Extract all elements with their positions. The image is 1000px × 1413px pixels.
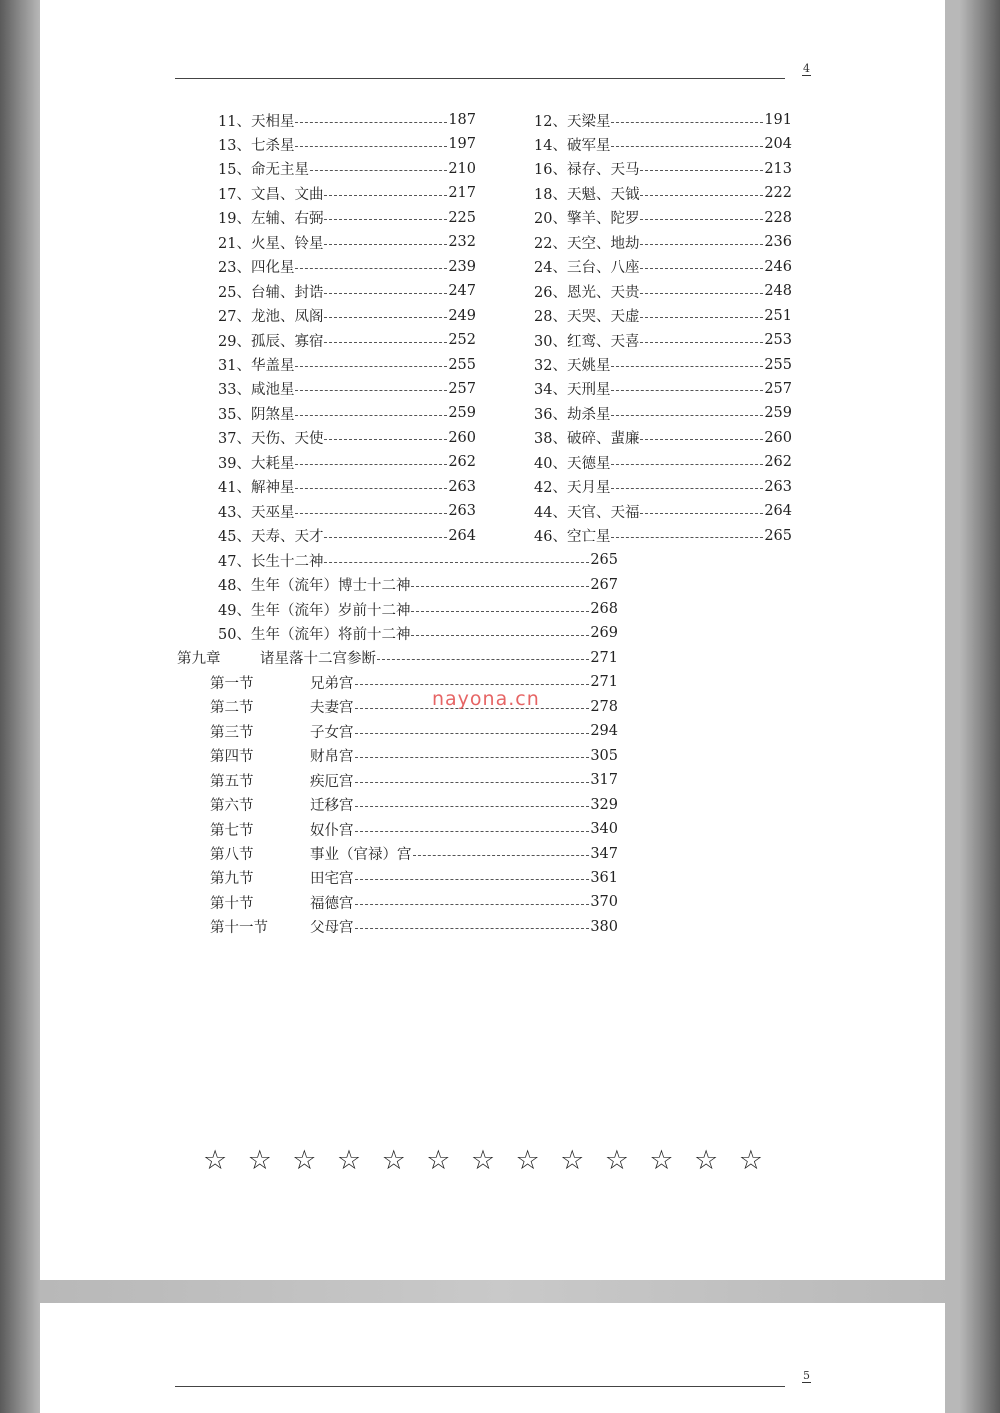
- star-icon: ☆: [515, 1145, 540, 1176]
- toc-entry-title: 29、孤辰、寡宿: [218, 333, 324, 350]
- toc-entry-title: 21、火星、铃星: [218, 235, 324, 252]
- toc-entry-title: 39、大耗星: [218, 455, 295, 472]
- toc-entry: [534, 427, 792, 449]
- dotted-leader: [324, 342, 447, 343]
- toc-entry: [218, 622, 618, 644]
- toc-entry-page: 271: [590, 649, 618, 666]
- toc-entry-page: 370: [590, 894, 618, 911]
- toc-entry-page: 267: [590, 576, 618, 593]
- toc-entry-page: 247: [448, 283, 476, 300]
- toc-entry: [534, 476, 792, 498]
- toc-entry-page: 340: [590, 821, 618, 838]
- toc-entry-title: 35、阴煞星: [218, 406, 295, 423]
- dotted-leader: [295, 366, 447, 367]
- toc-entry-page: 246: [764, 258, 792, 275]
- toc-entry-page: 222: [764, 185, 792, 202]
- dotted-leader: [324, 537, 447, 538]
- toc-entry-title: 26、恩光、天贵: [534, 284, 640, 301]
- dotted-leader: [324, 439, 447, 440]
- toc-entry-page: 263: [448, 503, 476, 520]
- dotted-leader: [324, 244, 447, 245]
- toc-entry: [218, 549, 618, 571]
- star-icon: ☆: [649, 1145, 674, 1176]
- dotted-leader: [411, 611, 589, 612]
- star-divider: [203, 1146, 763, 1176]
- toc-entry-title: 32、天姚星: [534, 358, 611, 374]
- toc-entry: [218, 109, 476, 131]
- document-page-next: [40, 1303, 945, 1413]
- header-rule: [175, 1386, 785, 1387]
- dotted-leader: [640, 439, 763, 440]
- toc-entry-title: 17、文昌、文曲: [218, 186, 324, 203]
- section-number: 第二节: [210, 700, 254, 717]
- toc-entry: [210, 843, 618, 865]
- toc-entry-page: 204: [764, 136, 792, 153]
- dotted-leader: [324, 317, 447, 318]
- toc-entry-title: 47、长生十二神: [218, 553, 324, 570]
- toc-entry-page: 263: [448, 478, 476, 495]
- toc-entry: [210, 916, 618, 938]
- toc-entry-page: 252: [448, 332, 476, 349]
- toc-entry: [218, 329, 476, 351]
- toc-entry-page: 265: [590, 552, 618, 569]
- toc-entry-page: 249: [448, 307, 476, 324]
- toc-entry: [218, 402, 476, 424]
- toc-entry-page: 191: [764, 112, 792, 128]
- toc-entry-page: 259: [448, 405, 476, 422]
- star-icon: ☆: [336, 1145, 362, 1176]
- toc-entry-page: 264: [764, 503, 792, 520]
- dotted-leader: [295, 464, 447, 465]
- star-icon: ☆: [381, 1145, 406, 1176]
- dotted-leader: [295, 488, 447, 489]
- toc-entry-page: 197: [448, 136, 476, 153]
- toc-entry-page: 210: [448, 160, 476, 177]
- toc-entry: [218, 182, 476, 204]
- dotted-leader: [355, 684, 590, 685]
- dotted-leader: [324, 219, 447, 220]
- dotted-leader: [611, 537, 763, 538]
- section-title: 兄弟宫: [310, 675, 354, 692]
- toc-entry: [218, 525, 476, 547]
- toc-entry-page: 271: [590, 674, 618, 691]
- page-number: 4: [803, 62, 810, 75]
- toc-entry-page: 236: [764, 234, 792, 251]
- section-number: 第十节: [210, 895, 254, 912]
- toc-entry: [534, 133, 792, 155]
- toc-entry-title: 30、红鸾、天喜: [534, 333, 640, 350]
- toc-entry: [218, 231, 476, 253]
- star-icon: ☆: [470, 1145, 496, 1176]
- toc-entry-title: 19、左辅、右弼: [218, 211, 324, 228]
- toc-entry-title: 41、解神星: [218, 480, 295, 497]
- document-page: [40, 0, 945, 1280]
- toc-entry-title: 38、破碎、蜚廉: [534, 431, 640, 448]
- dotted-leader: [411, 586, 589, 587]
- toc-entry: [210, 794, 618, 816]
- toc-entry-page: 255: [764, 356, 792, 373]
- dotted-leader: [295, 146, 447, 147]
- toc-entry: [534, 207, 792, 229]
- chapter-title: 诸星落十二宫参断: [260, 651, 376, 668]
- toc-entry-page: 225: [448, 209, 476, 226]
- toc-entry-page: 294: [590, 723, 618, 740]
- dotted-leader: [640, 244, 763, 245]
- toc-entry-page: 213: [764, 160, 792, 177]
- toc-entry-title: 40、天德星: [534, 455, 611, 472]
- dotted-leader: [355, 831, 590, 832]
- dotted-leader: [411, 635, 589, 636]
- toc-entry-title: 45、天寿、天才: [218, 529, 324, 546]
- toc-entry-page: 232: [448, 234, 476, 251]
- toc-entry-page: 361: [590, 869, 618, 886]
- toc-entry: [534, 109, 792, 131]
- toc-entry: [218, 451, 476, 473]
- toc-entry-title: 48、生年（流年）博士十二神: [218, 578, 411, 595]
- dotted-leader: [640, 342, 763, 343]
- toc-entry-page: 269: [590, 625, 618, 642]
- star-icon: ☆: [560, 1145, 585, 1176]
- toc-entry: [218, 476, 476, 498]
- toc-entry-title: 12、天梁星: [534, 113, 611, 130]
- toc-entry: [210, 745, 618, 767]
- dotted-leader: [640, 170, 763, 171]
- toc-entry-title: 42、天月星: [534, 480, 611, 497]
- toc-entry-title: 11、天相星: [218, 113, 295, 130]
- toc-entry-page: 380: [590, 918, 618, 935]
- header-rule: [175, 78, 785, 79]
- toc-entry-page: 268: [590, 601, 618, 617]
- dotted-leader: [295, 122, 447, 123]
- toc-entry: [218, 133, 476, 155]
- toc-entry-page: 263: [764, 478, 792, 495]
- toc-entry: [210, 769, 618, 791]
- toc-entry-title: 14、破军星: [534, 137, 611, 154]
- dotted-leader: [355, 782, 590, 783]
- section-title: 父母宫: [310, 920, 354, 937]
- dotted-leader: [295, 390, 447, 391]
- dotted-leader: [355, 733, 590, 734]
- toc-entry-page: 187: [448, 112, 476, 128]
- toc-entry: [218, 427, 476, 449]
- section-number: 第一节: [210, 675, 254, 692]
- dotted-leader: [413, 855, 590, 856]
- toc-entry-page: 257: [764, 380, 792, 397]
- toc-entry-page: 265: [764, 527, 792, 544]
- toc-entry: [534, 256, 792, 278]
- toc-entry: [177, 647, 618, 669]
- dotted-leader: [611, 146, 763, 147]
- toc-entry-page: 262: [448, 454, 476, 471]
- toc-entry: [218, 500, 476, 522]
- toc-entry-title: 33、咸池星: [218, 382, 295, 399]
- dotted-leader: [640, 195, 763, 196]
- star-icon: ☆: [738, 1145, 763, 1176]
- toc-entry: [218, 158, 476, 180]
- section-number: 第四节: [210, 749, 254, 766]
- section-title: 迁移宫: [310, 798, 354, 815]
- dotted-leader: [640, 317, 763, 318]
- dotted-leader: [310, 170, 447, 171]
- toc-entry-page: 255: [448, 356, 476, 373]
- toc-entry-page: 253: [764, 332, 792, 349]
- toc-entry-title: 36、劫杀星: [534, 406, 611, 423]
- toc-entry: [534, 451, 792, 473]
- toc-entry-title: 16、禄存、天马: [534, 162, 640, 179]
- toc-entry: [534, 500, 792, 522]
- toc-entry: [534, 378, 792, 400]
- dotted-leader: [640, 513, 763, 514]
- section-title: 疾厄宫: [310, 773, 354, 790]
- toc-entry: [210, 696, 618, 718]
- section-title: 夫妻宫: [310, 700, 354, 717]
- toc-entry: [218, 280, 476, 302]
- toc-entry: [218, 378, 476, 400]
- toc-entry: [210, 891, 618, 913]
- toc-entry-title: 27、龙池、凤阁: [218, 309, 324, 326]
- toc-entry: [534, 280, 792, 302]
- section-title: 福德宫: [310, 895, 354, 912]
- toc-entry-page: 305: [590, 747, 618, 764]
- toc-entry: [210, 818, 618, 840]
- toc-entry: [534, 402, 792, 424]
- toc-entry-title: 28、天哭、天虚: [534, 309, 640, 326]
- toc-entry-page: 257: [448, 380, 476, 397]
- toc-entry-page: 259: [764, 405, 792, 422]
- dotted-leader: [324, 195, 447, 196]
- toc-entry: [218, 598, 618, 620]
- toc-entry: [210, 720, 618, 742]
- toc-entry-title: 43、天巫星: [218, 504, 295, 521]
- dotted-leader: [611, 415, 763, 416]
- star-icon: ☆: [247, 1145, 272, 1176]
- toc-entry-title: 20、擎羊、陀罗: [534, 211, 640, 228]
- section-number: 第六节: [210, 798, 254, 815]
- toc-entry-page: 260: [448, 429, 476, 446]
- toc-entry: [218, 354, 476, 376]
- watermark: nayona.cn: [432, 688, 540, 710]
- dotted-leader: [611, 488, 763, 489]
- section-title: 田宅宫: [310, 871, 354, 888]
- toc-entry: [210, 671, 618, 693]
- toc-entry-page: 248: [764, 283, 792, 300]
- dotted-leader: [355, 928, 590, 929]
- toc-entry: [218, 305, 476, 327]
- dotted-leader: [377, 659, 589, 660]
- toc-entry-page: 228: [764, 209, 792, 226]
- toc-entry-title: 31、华盖星: [218, 358, 295, 374]
- toc-entry-page: 329: [590, 796, 618, 813]
- dotted-leader: [295, 415, 447, 416]
- dotted-leader: [355, 904, 590, 905]
- star-icon: ☆: [694, 1145, 719, 1176]
- dotted-leader: [355, 879, 590, 880]
- toc-entry-page: 217: [448, 185, 476, 202]
- toc-entry-title: 18、天魁、天钺: [534, 186, 640, 203]
- section-title: 奴仆宫: [310, 822, 354, 839]
- toc-entry: [534, 354, 792, 376]
- toc-entry-page: 278: [590, 698, 618, 715]
- toc-entry: [534, 525, 792, 547]
- dotted-leader: [355, 806, 590, 807]
- toc-entry-page: 251: [764, 307, 792, 324]
- section-title: 子女宫: [310, 724, 354, 741]
- star-icon: ☆: [426, 1145, 451, 1176]
- dotted-leader: [611, 366, 763, 367]
- dotted-leader: [611, 464, 763, 465]
- toc-entry-page: 262: [764, 454, 792, 471]
- toc-entry-page: 347: [590, 845, 618, 862]
- section-number: 第十一节: [210, 920, 268, 937]
- dotted-leader: [640, 219, 763, 220]
- dotted-leader: [640, 293, 763, 294]
- section-title: 财帛宫: [310, 749, 354, 766]
- dotted-leader: [324, 562, 589, 563]
- section-number: 第九节: [210, 871, 254, 888]
- dotted-leader: [324, 293, 447, 294]
- toc-entry: [218, 207, 476, 229]
- toc-entry-title: 44、天官、天福: [534, 504, 640, 521]
- toc-entry-page: 317: [590, 772, 618, 789]
- toc-entry: [534, 182, 792, 204]
- section-number: 第七节: [210, 822, 254, 839]
- toc-entry: [534, 305, 792, 327]
- toc-entry-title: 46、空亡星: [534, 529, 611, 546]
- toc-entry: [534, 158, 792, 180]
- toc-entry: [534, 329, 792, 351]
- toc-entry-title: 24、三台、八座: [534, 260, 640, 277]
- toc-entry-title: 50、生年（流年）将前十二神: [218, 626, 411, 643]
- toc-entry-title: 49、生年（流年）岁前十二神: [218, 602, 411, 619]
- dotted-leader: [295, 268, 447, 269]
- section-number: 第三节: [210, 724, 254, 741]
- toc-entry-title: 37、天伤、天使: [218, 431, 324, 448]
- toc-entry-title: 34、天刑星: [534, 382, 611, 399]
- star-icon: ☆: [604, 1145, 629, 1176]
- star-icon: ☆: [292, 1145, 317, 1176]
- toc-entry-title: 15、命无主星: [218, 162, 309, 179]
- dotted-leader: [640, 268, 763, 269]
- toc-entry-title: 23、四化星: [218, 260, 295, 277]
- toc-entry-title: 22、天空、地劫: [534, 235, 640, 252]
- toc-entry: [534, 231, 792, 253]
- section-title: 事业（官禄）宫: [310, 847, 412, 863]
- toc-entry-page: 239: [448, 258, 476, 275]
- toc-entry-page: 260: [764, 429, 792, 446]
- star-icon: ☆: [203, 1145, 228, 1176]
- toc-entry-title: 25、台辅、封诰: [218, 284, 324, 301]
- dotted-leader: [611, 390, 763, 391]
- dotted-leader: [295, 513, 447, 514]
- toc-entry: [210, 867, 618, 889]
- toc-entry-title: 13、七杀星: [218, 137, 295, 154]
- section-number: 第五节: [210, 773, 254, 790]
- toc-entry-page: 264: [448, 527, 476, 544]
- section-number: 第八节: [210, 847, 254, 863]
- page-number: 5: [803, 1369, 810, 1382]
- toc-entry: [218, 256, 476, 278]
- chapter-number: 第九章: [177, 651, 221, 668]
- dotted-leader: [611, 122, 763, 123]
- dotted-leader: [355, 757, 590, 758]
- toc-entry: [218, 574, 618, 596]
